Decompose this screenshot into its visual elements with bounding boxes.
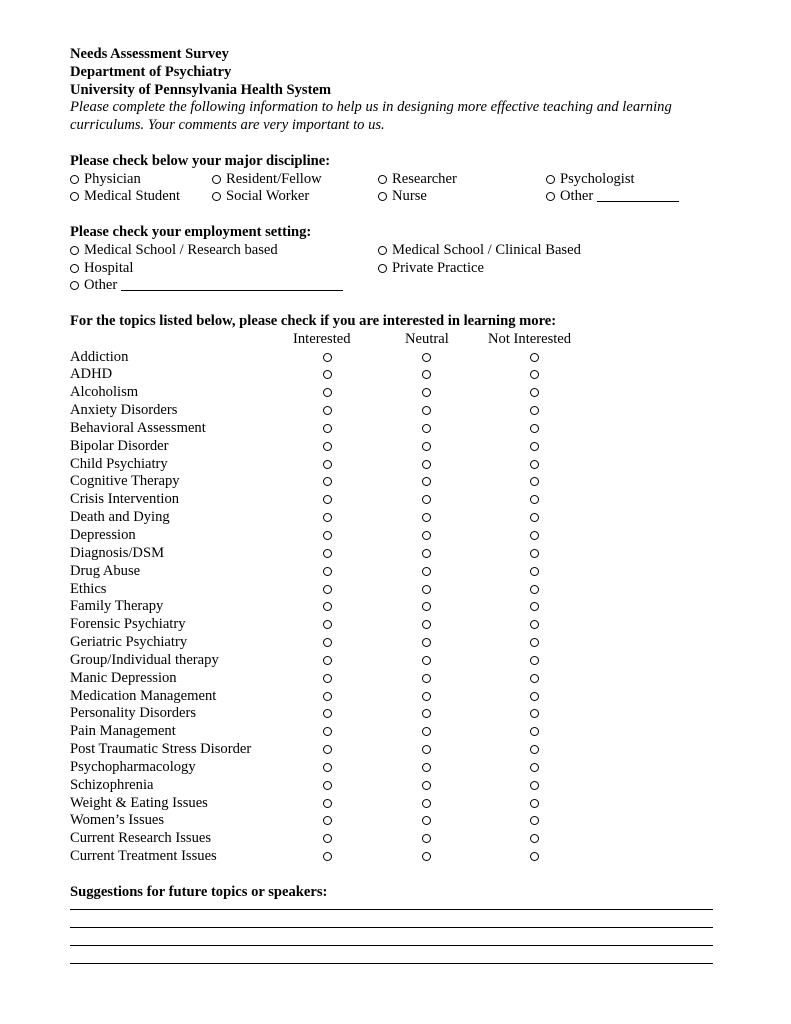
topic-label: Ethics xyxy=(70,580,107,597)
option-private-practice[interactable]: Private Practice xyxy=(378,260,484,278)
radio-neutral[interactable] xyxy=(422,816,431,825)
option-med-school-clinical[interactable]: Medical School / Clinical Based xyxy=(378,242,581,260)
radio-neutral[interactable] xyxy=(422,727,431,736)
radio-interested[interactable] xyxy=(323,388,332,397)
radio-not-interested[interactable] xyxy=(530,424,539,433)
survey-title: Needs Assessment Survey xyxy=(70,46,229,62)
radio-not-interested[interactable] xyxy=(530,816,539,825)
topic-row xyxy=(70,563,713,581)
radio-not-interested[interactable] xyxy=(530,799,539,808)
radio-neutral[interactable] xyxy=(422,460,431,469)
radio-neutral[interactable] xyxy=(422,763,431,772)
radio-neutral[interactable] xyxy=(422,692,431,701)
radio-not-interested[interactable] xyxy=(530,531,539,540)
column-neutral: Neutral xyxy=(405,330,449,347)
radio-interested[interactable] xyxy=(323,834,332,843)
radio-not-interested[interactable] xyxy=(530,781,539,790)
radio-circle-icon xyxy=(70,281,79,290)
radio-neutral[interactable] xyxy=(422,531,431,540)
topic-row xyxy=(70,777,713,795)
option-nurse[interactable]: Nurse xyxy=(378,188,427,206)
topic-row xyxy=(70,349,713,367)
radio-not-interested[interactable] xyxy=(530,602,539,611)
radio-neutral[interactable] xyxy=(422,674,431,683)
radio-interested[interactable] xyxy=(323,852,332,861)
topic-label: Cognitive Therapy xyxy=(70,473,180,490)
topic-label: Medication Management xyxy=(70,687,217,704)
radio-interested[interactable] xyxy=(323,709,332,718)
radio-circle-icon xyxy=(378,192,387,201)
radio-not-interested[interactable] xyxy=(530,549,539,558)
option-social-worker[interactable]: Social Worker xyxy=(212,188,309,206)
radio-interested[interactable] xyxy=(323,585,332,594)
other-discipline-blank[interactable] xyxy=(597,188,679,202)
topics-prompt: For the topics listed below, please check if you are interested in learning more: xyxy=(70,312,557,329)
radio-not-interested[interactable] xyxy=(530,370,539,379)
radio-interested[interactable] xyxy=(323,816,332,825)
radio-interested[interactable] xyxy=(323,567,332,576)
radio-neutral[interactable] xyxy=(422,638,431,647)
radio-not-interested[interactable] xyxy=(530,852,539,861)
topic-label: Post Traumatic Stress Disorder xyxy=(70,741,252,758)
radio-circle-icon xyxy=(70,175,79,184)
radio-interested[interactable] xyxy=(323,495,332,504)
option-med-school-research[interactable]: Medical School / Research based xyxy=(70,242,278,260)
topic-label: Forensic Psychiatry xyxy=(70,616,186,633)
topic-label: Behavioral Assessment xyxy=(70,419,206,436)
topic-row xyxy=(70,759,713,777)
radio-not-interested[interactable] xyxy=(530,763,539,772)
radio-circle-icon xyxy=(70,192,79,201)
radio-not-interested[interactable] xyxy=(530,477,539,486)
radio-circle-icon xyxy=(378,246,387,255)
employment-row-1 xyxy=(70,242,713,260)
radio-not-interested[interactable] xyxy=(530,442,539,451)
radio-not-interested[interactable] xyxy=(530,388,539,397)
radio-neutral[interactable] xyxy=(422,745,431,754)
topic-row xyxy=(70,723,713,741)
option-other-discipline[interactable]: Other xyxy=(546,188,679,206)
radio-interested[interactable] xyxy=(323,620,332,629)
radio-interested[interactable] xyxy=(323,727,332,736)
radio-neutral[interactable] xyxy=(422,781,431,790)
option-psychologist[interactable]: Psychologist xyxy=(546,171,635,189)
radio-interested[interactable] xyxy=(323,781,332,790)
topic-row xyxy=(70,366,713,384)
topic-label: Manic Depression xyxy=(70,669,177,686)
radio-interested[interactable] xyxy=(323,745,332,754)
radio-not-interested[interactable] xyxy=(530,692,539,701)
radio-interested[interactable] xyxy=(323,442,332,451)
radio-circle-icon xyxy=(378,175,387,184)
topic-row xyxy=(70,473,713,491)
topic-label: Drug Abuse xyxy=(70,562,141,579)
topic-row xyxy=(70,616,713,634)
radio-interested[interactable] xyxy=(323,531,332,540)
suggestion-line[interactable] xyxy=(70,963,713,964)
radio-circle-icon xyxy=(70,246,79,255)
radio-neutral[interactable] xyxy=(422,442,431,451)
option-hospital[interactable]: Hospital xyxy=(70,260,133,278)
topic-row xyxy=(70,527,713,545)
topic-row xyxy=(70,420,713,438)
suggestion-line[interactable] xyxy=(70,909,713,910)
department-name: Department of Psychiatry xyxy=(70,63,232,80)
topic-row xyxy=(70,545,713,563)
topic-row xyxy=(70,705,713,723)
radio-not-interested[interactable] xyxy=(530,513,539,522)
topics-table xyxy=(70,349,713,866)
suggestions-lines[interactable] xyxy=(70,902,713,972)
radio-interested[interactable] xyxy=(323,477,332,486)
radio-neutral[interactable] xyxy=(422,513,431,522)
topic-label: Current Treatment Issues xyxy=(70,848,217,865)
suggestion-line[interactable] xyxy=(70,945,713,946)
radio-neutral[interactable] xyxy=(422,406,431,415)
topic-row xyxy=(70,848,713,866)
radio-circle-icon xyxy=(546,192,555,201)
radio-neutral[interactable] xyxy=(422,477,431,486)
radio-not-interested[interactable] xyxy=(530,834,539,843)
employment-prompt: Please check your employment setting: xyxy=(70,223,312,240)
topic-label: ADHD xyxy=(70,366,113,383)
radio-neutral[interactable] xyxy=(422,424,431,433)
radio-not-interested[interactable] xyxy=(530,674,539,683)
radio-neutral[interactable] xyxy=(422,388,431,397)
topic-row xyxy=(70,634,713,652)
radio-interested[interactable] xyxy=(323,513,332,522)
radio-interested[interactable] xyxy=(323,370,332,379)
topic-row xyxy=(70,830,713,848)
radio-interested[interactable] xyxy=(323,353,332,362)
topic-row xyxy=(70,509,713,527)
topic-row xyxy=(70,670,713,688)
radio-neutral[interactable] xyxy=(422,620,431,629)
institution-name: University of Pennsylvania Health System xyxy=(70,81,332,98)
topic-row xyxy=(70,384,713,402)
discipline-row-1 xyxy=(70,171,713,189)
radio-interested[interactable] xyxy=(323,638,332,647)
topic-row xyxy=(70,741,713,759)
radio-neutral[interactable] xyxy=(422,495,431,504)
radio-neutral[interactable] xyxy=(422,585,431,594)
topic-label: Personality Disorders xyxy=(70,705,197,722)
radio-not-interested[interactable] xyxy=(530,620,539,629)
option-resident-fellow[interactable]: Resident/Fellow xyxy=(212,171,322,189)
radio-not-interested[interactable] xyxy=(530,495,539,504)
radio-not-interested[interactable] xyxy=(530,709,539,718)
topic-row xyxy=(70,652,713,670)
radio-circle-icon xyxy=(212,175,221,184)
radio-not-interested[interactable] xyxy=(530,638,539,647)
radio-interested[interactable] xyxy=(323,406,332,415)
radio-not-interested[interactable] xyxy=(530,745,539,754)
radio-circle-icon xyxy=(212,192,221,201)
radio-interested[interactable] xyxy=(323,799,332,808)
topic-row xyxy=(70,581,713,599)
radio-interested[interactable] xyxy=(323,549,332,558)
radio-circle-icon xyxy=(70,264,79,273)
radio-not-interested[interactable] xyxy=(530,585,539,594)
topic-label: Geriatric Psychiatry xyxy=(70,634,188,651)
topic-row xyxy=(70,812,713,830)
topic-row xyxy=(70,491,713,509)
topic-label: Family Therapy xyxy=(70,598,164,615)
radio-neutral[interactable] xyxy=(422,353,431,362)
topic-label: Group/Individual therapy xyxy=(70,651,219,668)
radio-neutral[interactable] xyxy=(422,370,431,379)
topic-label: Women’s Issues xyxy=(70,812,165,829)
radio-neutral[interactable] xyxy=(422,834,431,843)
topic-row xyxy=(70,795,713,813)
radio-neutral[interactable] xyxy=(422,656,431,665)
topics-column-headers xyxy=(70,331,713,349)
radio-not-interested[interactable] xyxy=(530,406,539,415)
radio-not-interested[interactable] xyxy=(530,656,539,665)
employment-row-3 xyxy=(70,277,713,295)
topic-label: Schizophrenia xyxy=(70,776,154,793)
option-medical-student[interactable]: Medical Student xyxy=(70,188,180,206)
option-researcher[interactable]: Researcher xyxy=(378,171,457,189)
radio-not-interested[interactable] xyxy=(530,567,539,576)
survey-page xyxy=(70,46,713,972)
radio-interested[interactable] xyxy=(323,602,332,611)
suggestions-prompt: Suggestions for future topics or speakers: xyxy=(70,883,328,900)
other-employment-blank[interactable] xyxy=(121,277,343,291)
topic-label: Depression xyxy=(70,526,136,543)
employment-row-2 xyxy=(70,260,713,278)
radio-neutral[interactable] xyxy=(422,799,431,808)
topic-row xyxy=(70,438,713,456)
radio-interested[interactable] xyxy=(323,692,332,701)
radio-not-interested[interactable] xyxy=(530,727,539,736)
option-other-employment[interactable]: Other xyxy=(70,277,343,295)
radio-interested[interactable] xyxy=(323,424,332,433)
topic-label: Anxiety Disorders xyxy=(70,402,178,419)
topic-label: Psychopharmacology xyxy=(70,758,196,775)
radio-interested[interactable] xyxy=(323,460,332,469)
intro-text: Please complete the following information to help us in designing more effective teaching and learning curriculums. Your comments are very important to us. xyxy=(70,99,672,134)
radio-neutral[interactable] xyxy=(422,549,431,558)
topic-row xyxy=(70,688,713,706)
radio-neutral[interactable] xyxy=(422,567,431,576)
suggestion-line[interactable] xyxy=(70,927,713,928)
radio-interested[interactable] xyxy=(323,674,332,683)
option-physician[interactable]: Physician xyxy=(70,171,141,189)
discipline-prompt: Please check below your major discipline: xyxy=(70,152,331,169)
radio-not-interested[interactable] xyxy=(530,460,539,469)
topic-label: Addiction xyxy=(70,348,129,365)
topic-label: Diagnosis/DSM xyxy=(70,544,165,561)
topic-label: Current Research Issues xyxy=(70,830,212,847)
radio-neutral[interactable] xyxy=(422,709,431,718)
column-interested: Interested xyxy=(293,330,351,347)
topic-label: Alcoholism xyxy=(70,384,139,401)
discipline-row-2 xyxy=(70,188,713,206)
topic-label: Bipolar Disorder xyxy=(70,437,169,454)
topic-row xyxy=(70,598,713,616)
topic-label: Death and Dying xyxy=(70,509,170,526)
radio-interested[interactable] xyxy=(323,763,332,772)
radio-interested[interactable] xyxy=(323,656,332,665)
radio-not-interested[interactable] xyxy=(530,353,539,362)
topic-label: Pain Management xyxy=(70,723,176,740)
radio-neutral[interactable] xyxy=(422,602,431,611)
radio-circle-icon xyxy=(546,175,555,184)
radio-circle-icon xyxy=(378,264,387,273)
topic-label: Child Psychiatry xyxy=(70,455,168,472)
topic-row xyxy=(70,402,713,420)
topic-row xyxy=(70,456,713,474)
column-not-interested: Not Interested xyxy=(488,330,572,347)
topic-label: Weight & Eating Issues xyxy=(70,794,208,811)
radio-neutral[interactable] xyxy=(422,852,431,861)
topic-label: Crisis Intervention xyxy=(70,491,180,508)
